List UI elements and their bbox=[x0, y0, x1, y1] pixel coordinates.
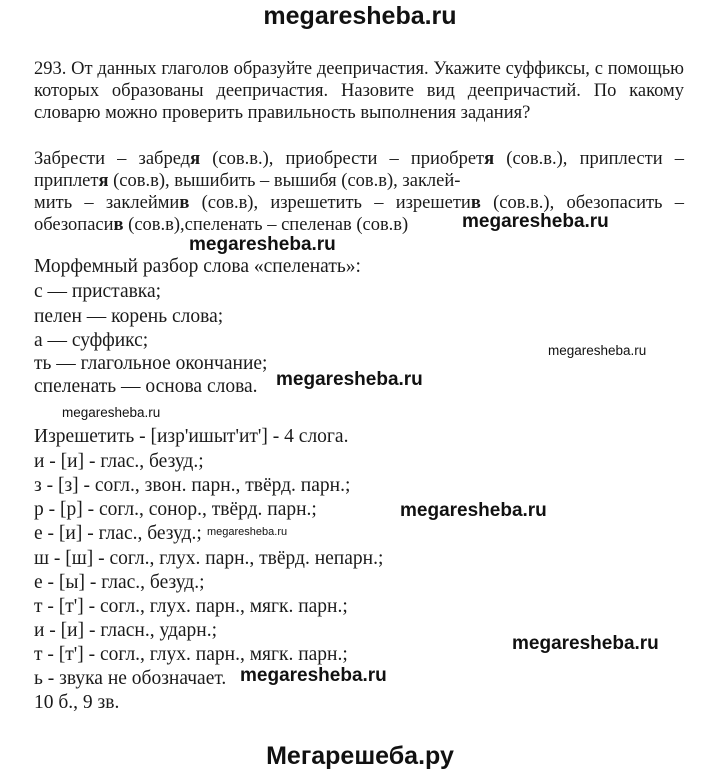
task-text: 293. От данных глаголов образуйте деепричастия. Укажите суффиксы, с помощью которых образованы деепричастия. Назовите вид деепричастий. По какому словарю можно проверить правильность выполнения задания? bbox=[34, 59, 684, 123]
morpheme-item: спеленать — основа слова. bbox=[34, 376, 258, 397]
phonetic-item: е - [и] - глас., безуд.; bbox=[34, 523, 202, 544]
phonetic-title: Изрешетить - [изр'ишыт'ит'] - 4 слога. bbox=[34, 426, 349, 447]
watermark: megaresheba.ru bbox=[400, 500, 547, 521]
morpheme-item: а — суффикс; bbox=[34, 330, 149, 351]
answer-line: мить – заклеймив (сов.в), изрешетить – изрешетив (сов.в.), обезопасить – bbox=[34, 193, 684, 213]
site-header: megaresheba.ru bbox=[263, 2, 457, 30]
site-footer: Мегарешеба.ру bbox=[266, 742, 454, 770]
answer-line: Забрести – забредя (сов.в.), приобрести – приобретя (сов.в.), приплести – bbox=[34, 149, 685, 169]
phonetic-item: з - [з] - согл., звон. парн., твёрд. парн.; bbox=[34, 475, 351, 496]
morpheme-item: пелен — корень слова; bbox=[34, 306, 224, 327]
morpheme-item: с — приставка; bbox=[34, 281, 162, 302]
answer-line: приплетя (сов.в), вышибить – вышибя (сов.в), заклей- bbox=[34, 171, 461, 191]
answer-line: обезопасив (сов.в),спеленать – спеленав (сов.в) bbox=[34, 215, 409, 235]
phonetic-item: ь - звука не обозначает. bbox=[34, 668, 227, 689]
watermark: megaresheba.ru bbox=[276, 369, 423, 390]
morpheme-item: ть — глагольное окончание; bbox=[34, 353, 268, 374]
phonetic-item: 10 б., 9 зв. bbox=[34, 692, 120, 713]
watermark: megaresheba.ru bbox=[62, 405, 161, 420]
watermark: megaresheba.ru bbox=[240, 665, 387, 686]
phonetic-item: е - [ы] - глас., безуд.; bbox=[34, 572, 205, 593]
phonetic-item: р - [р] - согл., сонор., твёрд. парн.; bbox=[34, 499, 317, 520]
morpheme-title: Морфемный разбор слова «спеленать»: bbox=[34, 256, 361, 277]
watermark: megaresheba.ru bbox=[207, 526, 288, 538]
phonetic-item: и - [и] - глас., безуд.; bbox=[34, 451, 204, 472]
watermark: megaresheba.ru bbox=[548, 343, 647, 358]
phonetic-item: т - [т'] - согл., глух. парн., мягк. парн.; bbox=[34, 644, 348, 665]
watermark: megaresheba.ru bbox=[512, 633, 659, 654]
phonetic-item: и - [и] - гласн., ударн.; bbox=[34, 620, 218, 641]
watermark: megaresheba.ru bbox=[462, 211, 609, 232]
phonetic-item: т - [т'] - согл., глух. парн., мягк. парн.; bbox=[34, 596, 348, 617]
phonetic-item: ш - [ш] - согл., глух. парн., твёрд. непарн.; bbox=[34, 548, 384, 569]
watermark: megaresheba.ru bbox=[189, 234, 336, 255]
